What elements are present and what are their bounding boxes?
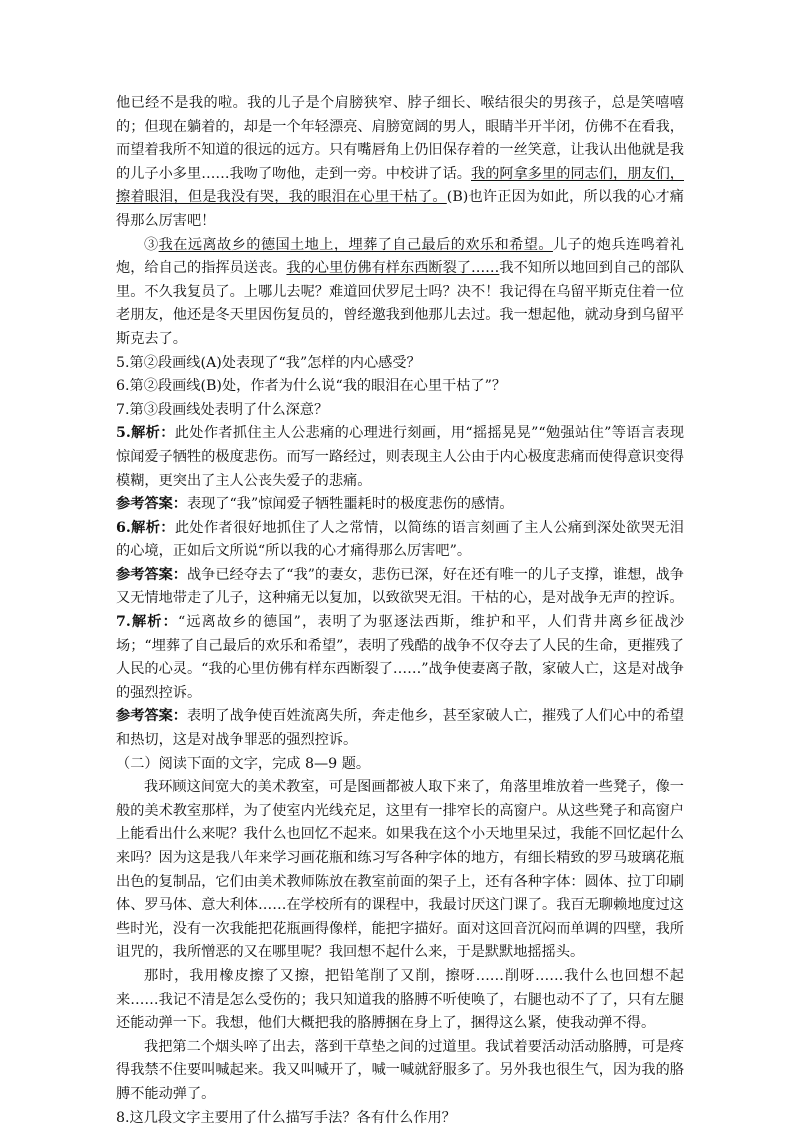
question-7: 7.第③段画线处表明了什么深意？ bbox=[116, 401, 329, 418]
answer-6: 参考答案：战争已经夺去了“我”的妻女，悲伤已深，好在还有唯一的儿子支撑，谁想，战争又无情地带走了儿子，这种痛无以复加，以致欲哭无泪。干枯的心，是对战争无声的控诉。 bbox=[116, 566, 684, 607]
reading-paragraph-3: 我把第二个烟头啐了出去，落到干草垫之间的过道里。我试着要活动活动胳膊，可是疼得我禁不住要叫喊起来。我又叫喊开了，喊一喊就舒服多了。另外我也很生气，因为我的胳膊不能动弹了。 bbox=[116, 1038, 684, 1102]
answer-7: 参考答案：表明了战争使百姓流离失所，奔走他乡，甚至家破人亡，摧残了人们心中的希望和热切，这是对战争罪恶的强烈控诉。 bbox=[116, 708, 684, 749]
section-heading-2: （二）阅读下面的文字，完成 8—9 题。 bbox=[116, 755, 371, 772]
paragraph-3: ③我在远离故乡的德国土地上，埋葬了自己最后的欢乐和希望。儿子的炮兵连鸣着礼炮，给自己的指挥员送丧。我的心里仿佛有样东西断裂了……我不知所以地回到自己的部队里。不久我复员了。上哪儿去呢？难道回伏罗尼士吗？决不！我记得在乌留平斯克住着一位老朋友，他还是冬天里因伤复员的，曾经邀我到他那儿去过。我一想起他，就动身到乌留平斯克去了。 bbox=[116, 236, 684, 347]
question-6: 6.第②段画线(B)处，作者为什么说“我的眼泪在心里干枯了”？ bbox=[116, 378, 507, 395]
question-8: 8.这几段文字主要用了什么描写手法？各有什么作用？ bbox=[116, 1109, 456, 1126]
question-5: 5.第②段画线(A)处表现了“我”怎样的内心感受？ bbox=[116, 354, 421, 371]
document-page bbox=[116, 92, 684, 1130]
analysis-6: 6.解析：此处作者很好地抓住了人之常情，以简练的语言刻画了主人公痛到深处欲哭无泪的心境，正如后文所说“所以我的心才痛得那么厉害吧”。 bbox=[116, 519, 684, 560]
reading-paragraph-2: 那时，我用橡皮擦了又擦，把铅笔削了又削，擦呀……削呀……我什么也回想不起来……我记不清是怎么受伤的；我只知道我的胳膊不听使唤了，右腿也动不了了，只有左腿还能动弹一下。我想，他们大概把我的胳膊捆在身上了，捆得这么紧，使我动弹不得。 bbox=[116, 967, 684, 1032]
analysis-7: 7.解析：“远离故乡的德国”，表明了为驱逐法西斯，维护和平，人们背井离乡征战沙场；“埋葬了自己最后的欢乐和希望”，表明了残酷的战争不仅夺去了人民的生命，更摧残了人民的心灵。“我的心里仿佛有样东西断裂了……”战争使妻离子散，家破人亡，这是对战争的强烈控诉。 bbox=[116, 614, 685, 701]
underline-3b: 我的心里仿佛有样东西断裂了…… bbox=[286, 260, 500, 277]
underline-b: 我的阿拿多里的同志们，朋友们，擦着眼泪，但是我没有哭，我的眼泪在心里干枯了。 bbox=[116, 165, 684, 206]
reading-paragraph-1: 我环顾这间宽大的美术教室，可是图画都被人取下来了，角落里堆放着一些凳子，像一般的美术教室那样，为了使室内光线充足，这里有一排窄长的高窗户。从这些凳子和高窗户上能看出什么来呢？我什么也回忆不起来。如果我在这个小天地里呆过，我能不回忆起什么来吗？因为这是我八年来学习画花瓶和练习写各种字体的地方，有细长精致的罗马玻璃花瓶出色的复制品，它们由美术教师陈放在教室前面的架子上，还有各种字体：圆体、拉丁印刷体、罗马体、意大利体……在学校所有的课程中，我最讨厌这门课了。我百无聊赖地度过这些时光，没有一次我能把花瓶画得像样，能把字描好。面对这回音沉闷而单调的四壁，我所诅咒的，我所憎恶的又在哪里呢？我回想不起什么来，于是默默地摇摇头。 bbox=[116, 779, 684, 961]
paragraph-2-end: 他已经不是我的啦。我的儿子是个肩膀狭窄、脖子细长、喉结很尖的男孩子，总是笑嘻嘻的；但现在躺着的，却是一个年轻漂亮、肩膀宽阔的男人，眼睛半开半闭，仿佛不在看我，而望着我所不知道的很远的远方。只有嘴唇角上仍旧保存着的一丝笑意，让我认出他就是我的儿子小多里……我吻了吻他，走到一旁。中校讲了话。我的阿拿多里的同志们，朋友们，擦着眼泪，但是我没有哭，我的眼泪在心里干枯了。(B)也许正因为如此，所以我的心才痛得那么厉害吧！ bbox=[116, 95, 684, 229]
analysis-5: 5.解析：此处作者抓住主人公悲痛的心理进行刻画，用“摇摇晃晃”“勉强站住”等语言表现惊闻爱子牺牲的极度悲伤。而写一路经过，则表现主人公由于内心极度悲痛而使得意识变得模糊，更突出了主人公丧失爱子的悲痛。 bbox=[116, 425, 685, 489]
answer-5: 参考答案：表现了“我”惊闻爱子牺牲噩耗时的极度悲伤的感情。 bbox=[116, 496, 514, 513]
underline-3a: 我在远离故乡的德国土地上，埋葬了自己最后的欢乐和希望。 bbox=[158, 236, 553, 253]
